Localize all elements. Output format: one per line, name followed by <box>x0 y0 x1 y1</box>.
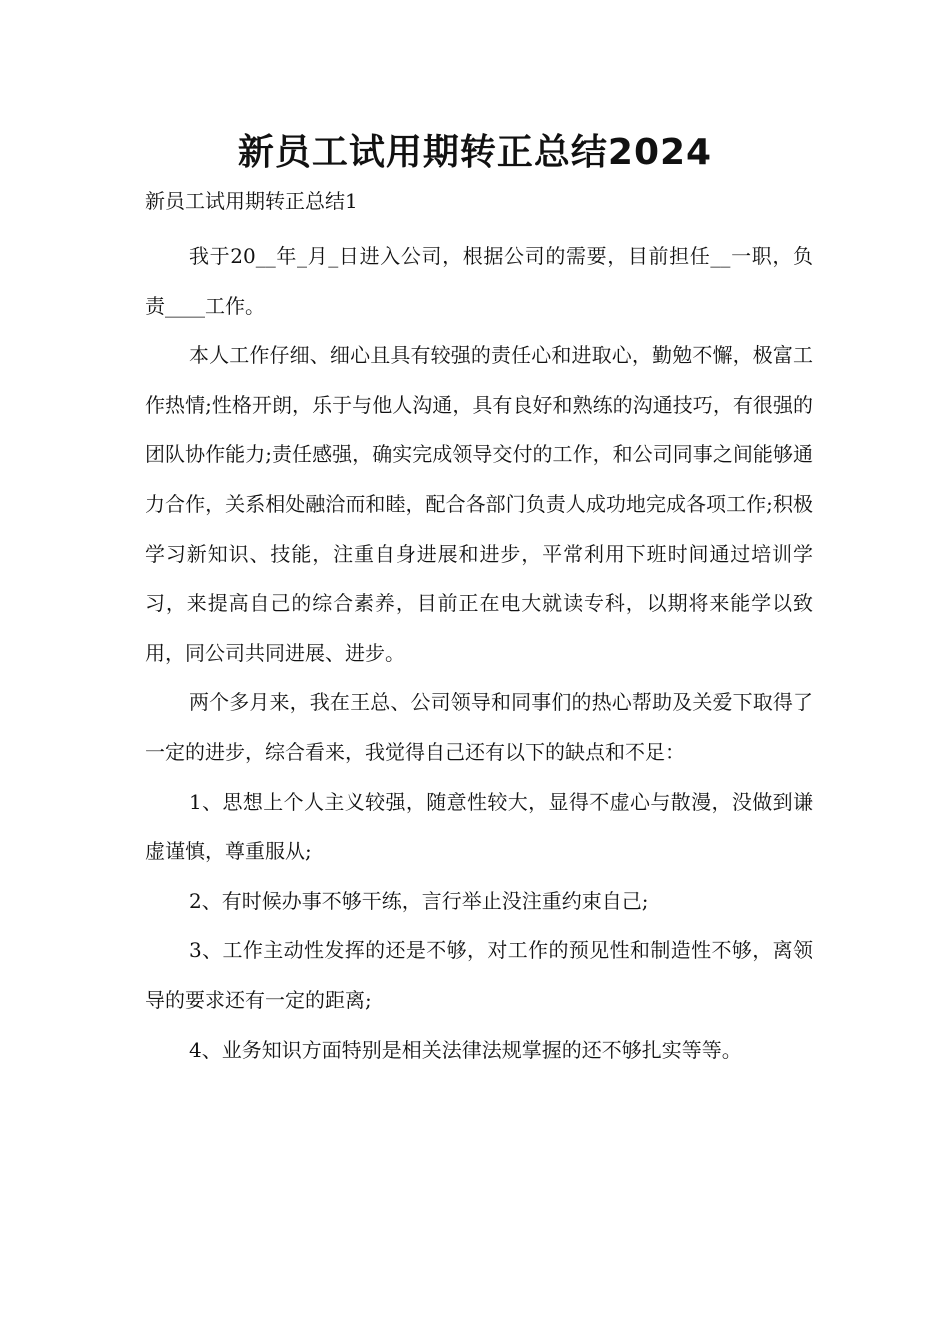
paragraph-self-evaluation: 本人工作仔细、细心且具有较强的责任心和进取心，勤勉不懈，极富工作热情;性格开朗，乐于与他人沟通，具有良好和熟练的沟通技巧，有很强的团队协作能力;责任感强，确实完成领导交付的工作，和公司同事之间能够通力合作，关系相处融洽而和睦，配合各部门负责人成功地完成各项工作;积极学习新知识、技能，注重自身进展和进步，平常利用下班时间通过培训学习，来提高自己的综合素养，目前正在电大就读专科，以期将来能学以致用，同公司共同进展、进步。 <box>145 343 813 665</box>
list-item-shortcoming-1: 1、思想上个人主义较强，随意性较大，显得不虚心与散漫，没做到谦虚谨慎，尊重服从; <box>145 789 813 864</box>
list-item-shortcoming-3: 3、工作主动性发挥的还是不够，对工作的预见性和制造性不够，离领导的要求还有一定的距离; <box>145 938 813 1012</box>
paragraph-progress: 两个多月来，我在王总、公司领导和同事们的热心帮助及关爱下取得了一定的进步，综合看来，我觉得自己还有以下的缺点和不足： <box>145 690 813 764</box>
list-item-shortcoming-4: 4、业务知识方面特别是相关法律法规掌握的还不够扎实等等。 <box>189 1037 742 1062</box>
paragraph-intro: 我于20__年_月_日进入公司，根据公司的需要，目前担任__一职，负责____工作。 <box>145 244 813 318</box>
list-item-shortcoming-2: 2、有时候办事不够干练，言行举止没注重约束自己; <box>189 888 649 913</box>
section-heading: 新员工试用期转正总结1 <box>145 189 358 213</box>
document-title: 新员工试用期转正总结2024 <box>237 132 713 173</box>
document-body <box>145 232 813 1075</box>
